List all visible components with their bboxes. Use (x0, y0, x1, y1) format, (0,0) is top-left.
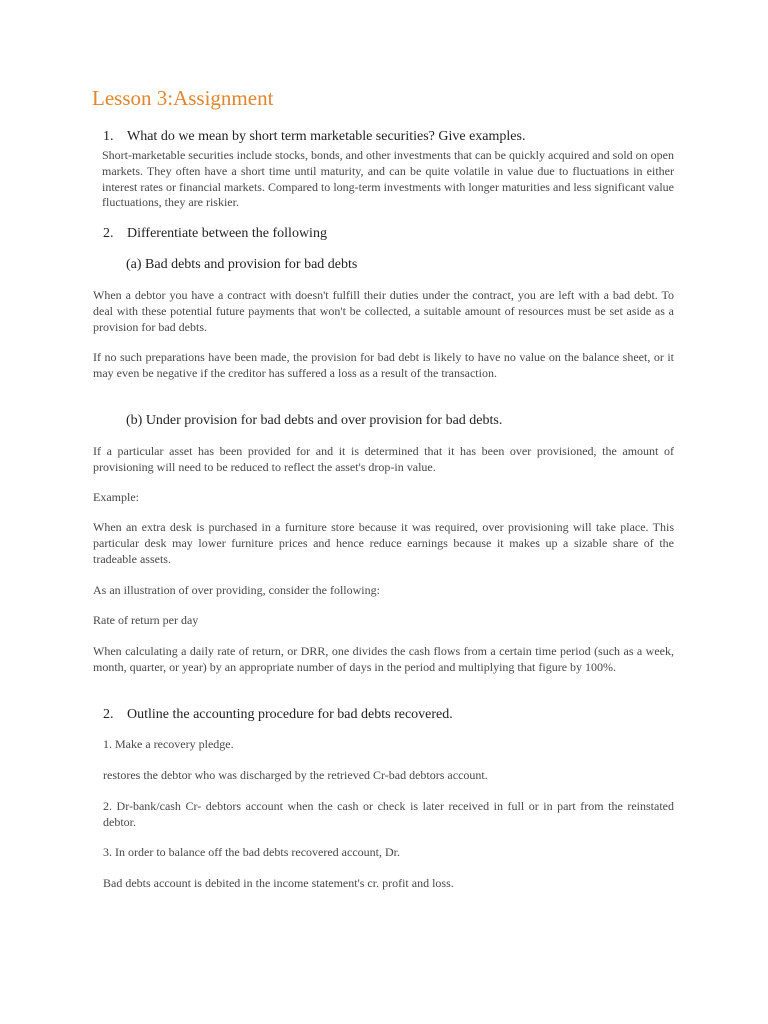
part-a-para-1: When a debtor you have a contract with doesn't fulfill their duties under the contract, you are left with a bad debt. To deal with these potential future payments that won't be collected, a suitable amount of resources must be set aside as a provision for bad debts. (93, 288, 674, 334)
page-title: Lesson 3:Assignment (92, 86, 274, 110)
part-b-para-4: Rate of return per day (93, 613, 199, 627)
part-b-example-label: Example: (93, 490, 139, 504)
part-a-para-2: If no such preparations have been made, the provision for bad debt is likely to have no value on the balance sheet, or it may even be negative if the creditor has suffered a loss as a result of the transaction. (93, 350, 674, 380)
part-b-para-5: When calculating a daily rate of return, or DRR, one divides the cash flows from a certain time period (such as a week, month, quarter, or year) by an appropriate number of days in the period and multiplying that figure by 100%. (93, 644, 674, 674)
part-a-heading: (a) Bad debts and provision for bad debts (126, 257, 358, 272)
question-3 (103, 706, 453, 724)
question-1 (103, 128, 525, 146)
part-b-heading: (b) Under provision for bad debts and over provision for bad debts. (126, 413, 503, 428)
part-b-para-1: If a particular asset has been provided for and it is determined that it has been over provisioned, the amount of provisioning will need to be reduced to reflect the asset's drop-in value. (93, 444, 674, 474)
question-3-number: 2. (103, 707, 114, 722)
question-1-answer: Short-marketable securities include stocks, bonds, and other investments that can be quickly acquired and sold on open markets. They often have a short time until maturity, and can be quite volatile in value due to fluctuations in either interest rates or financial markets. Compared to long-term investments with longer maturities and less significant value fluctuations, they are riskier. (102, 148, 674, 210)
part-b-para-3: As an illustration of over providing, consider the following: (93, 583, 380, 597)
question-2-text: Differentiate between the following (127, 226, 327, 241)
step-2: 2. Dr-bank/cash Cr- debtors account when the cash or check is later received in full or in part from the reinstated debtor. (103, 799, 674, 829)
question-2-number: 2. (103, 226, 114, 241)
step-3-detail: Bad debts account is debited in the income statement's cr. profit and loss. (103, 876, 454, 890)
part-b-para-2: When an extra desk is purchased in a furniture store because it was required, over provisioning will take place. This particular desk may lower furniture prices and hence reduce earnings because it makes up a sizable share of the tradeable assets. (93, 520, 674, 566)
step-1-detail: restores the debtor who was discharged by the retrieved Cr-bad debtors account. (103, 768, 488, 782)
step-1: 1. Make a recovery pledge. (103, 737, 234, 751)
question-2 (103, 225, 327, 243)
question-1-text: What do we mean by short term marketable securities? Give examples. (127, 129, 526, 144)
question-1-number: 1. (103, 129, 114, 144)
question-3-text: Outline the accounting procedure for bad debts recovered. (127, 707, 453, 722)
step-3: 3. In order to balance off the bad debts recovered account, Dr. (103, 845, 400, 859)
